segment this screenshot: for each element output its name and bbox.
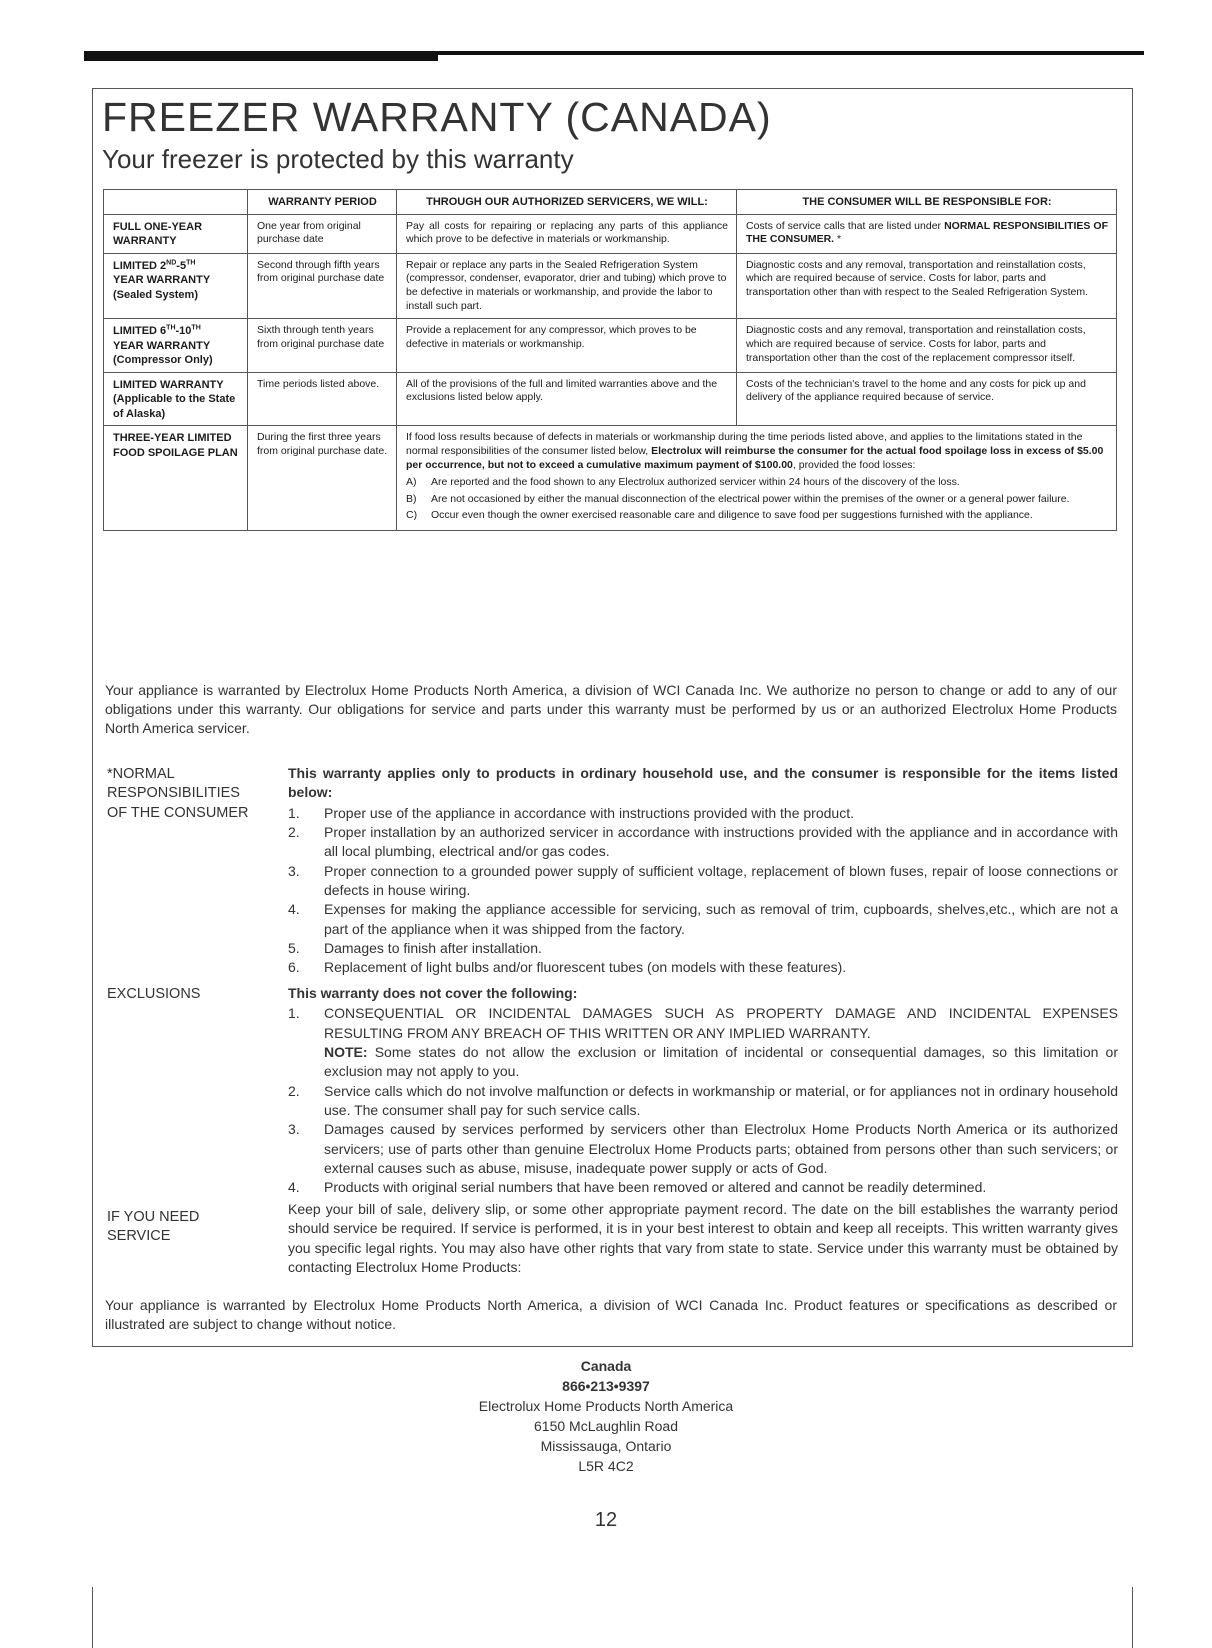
- table-row: [104, 214, 1117, 253]
- contact-phone: 866•213•9397: [562, 1378, 650, 1395]
- row-name-prefix: LIMITED 6: [113, 324, 167, 337]
- item-number: 6.: [288, 959, 300, 976]
- contact-company: Electrolux Home Products North America: [478, 1398, 734, 1415]
- food-spoilage-bold: Electrolux will reimburse the consumer for the actual food spoilage loss in excess of $5.00 per occurrence, but not to exceed a cumulative maximum payment of $100.00: [406, 444, 1104, 471]
- table-header-we-will: THROUGH OUR AUTHORIZED SERVICERS, WE WILL:: [397, 190, 737, 215]
- row-name: [104, 253, 248, 318]
- table-row: [104, 372, 1117, 426]
- item-number: 1.: [288, 804, 300, 821]
- exclusions-list: [288, 1004, 1118, 1197]
- row-name-mid: -10: [175, 324, 192, 337]
- row-consumer-prefix: Costs of service calls that are listed under: [746, 219, 945, 232]
- row-name: LIMITED WARRANTY (Applicable to the State of Alaska): [104, 372, 248, 426]
- item-number: 2.: [288, 1082, 300, 1099]
- table-header-row: [104, 190, 1117, 215]
- food-spoilage-terms: [397, 426, 1117, 531]
- item-number: 1.: [288, 1005, 300, 1022]
- condition-text: Are reported and the food shown to any Electrolux authorized servicer within 24 hours of the discovery of the loss.: [431, 475, 960, 488]
- contact-country: Canada: [580, 1358, 632, 1374]
- condition-key: B): [406, 492, 417, 505]
- list-item: [288, 1082, 1118, 1121]
- food-spoilage-intro: [406, 431, 1108, 473]
- row-name-rest: YEAR WARRANTY (Compressor Only): [113, 339, 213, 367]
- list-item: [406, 509, 1108, 523]
- row-we-will: Pay all costs for repairing or replacing any parts of this appliance which prove to be defective in materials or workmanship.: [397, 214, 737, 253]
- exclusions-lead: This warranty does not cover the following:: [288, 985, 578, 1001]
- list-item: [288, 1178, 1118, 1197]
- list-item: [288, 939, 1118, 958]
- list-item: [288, 804, 1118, 823]
- row-name: THREE-YEAR LIMITED FOOD SPOILAGE PLAN: [104, 426, 248, 531]
- row-name-mid: -5: [176, 259, 187, 272]
- label-line: SERVICE: [107, 1228, 171, 1245]
- label-line: *NORMAL: [107, 766, 175, 782]
- exclusions-label: EXCLUSIONS: [107, 986, 201, 1002]
- row-we-will: Provide a replacement for any compressor, which proves to be defective in materials or workmanship.: [397, 318, 737, 372]
- table-header-consumer: THE CONSUMER WILL BE RESPONSIBLE FOR:: [737, 190, 1117, 215]
- item-number: 4.: [288, 901, 300, 918]
- list-item: [406, 493, 1108, 507]
- item-number: 3.: [288, 862, 300, 879]
- condition-text: Are not occasioned by either the manual disconnection of the electrical power within the premises of the owner or a general power failure.: [431, 492, 1070, 505]
- row-name: [104, 318, 248, 372]
- page-number: 12: [594, 1509, 618, 1531]
- contact-city: Mississauga, Ontario: [540, 1438, 672, 1455]
- row-period: During the first three years from original purchase date.: [248, 426, 397, 531]
- list-item: [288, 823, 1118, 862]
- row-consumer: [737, 214, 1117, 253]
- frame-top-border: [92, 88, 1133, 89]
- list-item: [288, 900, 1118, 939]
- item-text: [324, 1004, 1118, 1081]
- condition-key: A): [406, 475, 417, 488]
- table-header-blank: [104, 190, 248, 215]
- service-text: Keep your bill of sale, delivery slip, or some other appropriate payment record. The date on the bill establishes the warranty period should service be required. If service is performed, it is in your best interest to obtain and keep all receipts. This written warranty gives you specific legal rights. You may also have other rights that vary from state to state. Service under this warranty must be obtained by contacting Electrolux Home Products:: [288, 1201, 1118, 1275]
- item-text: Proper connection to a grounded power supply of sufficient voltage, replacement of blown fuses, repair of loose connections or defects in house wiring.: [324, 862, 1118, 898]
- row-consumer-suffix: *: [834, 233, 842, 246]
- item-text: Proper installation by an authorized servicer in accordance with instructions provided with the appliance and in accordance with all local plumbing, electrical and/or gas codes.: [324, 823, 1118, 860]
- row-period: One year from original purchase date: [248, 214, 397, 253]
- top-rule-thick: [84, 51, 438, 61]
- label-line: RESPONSIBILITIES: [107, 785, 240, 802]
- normal-responsibilities-body: [288, 764, 1118, 977]
- exclusions-body: [288, 984, 1118, 1197]
- list-item: [288, 958, 1118, 977]
- item-number: 2.: [288, 823, 300, 840]
- exclusion-consequential: CONSEQUENTIAL OR INCIDENTAL DAMAGES SUCH AS PROPERTY DAMAGE AND INCIDENTAL EXPENSES RESULTING FROM ANY BREACH OF THIS WRITTEN OR ANY IMPLIED WARRANTY.: [324, 1005, 1118, 1041]
- condition-text: Occur even though the owner exercised reasonable care and diligence to save food per suggestions furnished with the appliance.: [431, 509, 1033, 522]
- normal-responsibilities-lead: This warranty applies only to products in ordinary household use, and the consumer is responsible for the items listed below:: [288, 765, 1118, 801]
- note-label: NOTE:: [324, 1043, 368, 1060]
- row-we-will: All of the provisions of the full and limited warranties above and the exclusions listed below apply.: [397, 372, 737, 426]
- row-period: Second through fifth years from original purchase date: [248, 253, 397, 318]
- row-name-prefix: LIMITED 2: [113, 259, 167, 272]
- table-header-period: WARRANTY PERIOD: [248, 190, 397, 215]
- item-text: Damages to finish after installation.: [324, 939, 542, 956]
- warranty-table: [103, 189, 1117, 531]
- item-text: Products with original serial numbers that have been removed or altered and cannot be readily determined.: [324, 1179, 987, 1196]
- row-consumer: Diagnostic costs and any removal, transportation and reinstallation costs, which are required because of service. Costs for labor, parts and transportation other than with respect to the Sealed Refrigeration System.: [737, 253, 1117, 318]
- row-consumer: Costs of the technician's travel to the home and any costs for pick up and delivery of the appliance required because of service.: [737, 372, 1117, 426]
- list-item: [288, 1120, 1118, 1178]
- item-text: Proper use of the appliance in accordance with instructions provided with the product.: [324, 804, 854, 821]
- normal-responsibilities-list: [288, 804, 1118, 978]
- food-spoilage-suffix: , provided the food losses:: [792, 458, 916, 471]
- item-number: 4.: [288, 1179, 300, 1196]
- row-consumer: Diagnostic costs and any removal, transportation and reinstallation costs, which are required because of service. Costs for labor, parts and transportation other than the cost of the replacement compressor itself.: [737, 318, 1117, 372]
- contact-street: 6150 McLaughlin Road: [534, 1418, 678, 1435]
- row-name-sup: TH: [166, 324, 176, 332]
- item-number: 5.: [288, 939, 300, 956]
- table-row: [104, 318, 1117, 372]
- row-name: FULL ONE-YEAR WARRANTY: [104, 214, 248, 253]
- label-line: OF THE CONSUMER: [107, 804, 249, 821]
- service-body: [288, 1200, 1118, 1277]
- row-period: Time periods listed above.: [248, 372, 397, 426]
- page-subtitle: Your freezer is protected by this warranty: [102, 144, 574, 174]
- contact-postal: L5R 4C2: [578, 1458, 634, 1475]
- condition-key: C): [406, 509, 418, 522]
- row-name-sup: TH: [191, 324, 201, 332]
- label-line: IF YOU NEED: [107, 1209, 200, 1225]
- page-title: FREEZER WARRANTY (CANADA): [102, 94, 772, 140]
- row-name-sup: TH: [186, 258, 196, 266]
- normal-responsibilities-label: [107, 765, 249, 823]
- item-text: Replacement of light bulbs and/or fluorescent tubes (on models with these features).: [324, 959, 847, 976]
- table-row: [104, 426, 1117, 531]
- row-we-will: Repair or replace any parts in the Sealed Refrigeration System (compressor, condenser, evaporator, drier and tubing) which prove to be defective in materials or workmanship, and provide the labor to install such part.: [397, 253, 737, 318]
- row-name-rest: YEAR WARRANTY (Sealed System): [113, 274, 210, 301]
- list-item: [288, 862, 1118, 901]
- contact-block: [400, 1356, 812, 1476]
- note-text: Some states do not allow the exclusion or limitation of incidental or consequential damages, so this limitation or exclusion may not apply to you.: [324, 1043, 1118, 1080]
- item-text: Service calls which do not involve malfunction or defects in workmanship or material, or for appliances not in ordinary household use. The consumer shall pay for such service calls.: [324, 1082, 1118, 1118]
- item-text: Expenses for making the appliance accessible for servicing, such as removal of trim, cupboards, shelves,etc., which are not a part of the appliance when it was shipped from the factory.: [324, 901, 1118, 937]
- item-text: Damages caused by services performed by servicers other than Electrolux Home Products North America or its authorized servicers; use of parts other than genuine Electrolux Home Products parts; obtained from persons other than such servicers; or external causes such as abuse, misuse, inadequate power supply or acts of God.: [324, 1121, 1118, 1176]
- list-item: [406, 476, 1108, 490]
- row-consumer-bold: NORMAL RESPONSIBILITIES OF THE CONSUMER.: [746, 219, 1108, 246]
- list-item: [288, 1004, 1118, 1081]
- intro-paragraph: Your appliance is warranted by Electrolux Home Products North America, a division of WCI Canada Inc. We authorize no person to change or add to any of our obligations under this warranty. Our obligations for service and parts under this warranty must be performed by us or an authorized Electrolux Home Products North America servicer.: [105, 682, 1117, 737]
- table-row: [104, 253, 1117, 318]
- closing-paragraph: Your appliance is warranted by Electrolux Home Products North America, a division of WCI Canada Inc. Product features or specifications as described or illustrated are subject to change without notice.: [105, 1297, 1117, 1333]
- row-name-sup: ND: [166, 258, 177, 266]
- service-label: [107, 1208, 199, 1247]
- food-spoilage-conditions: [406, 476, 1108, 524]
- item-number: 3.: [288, 1121, 300, 1138]
- row-period: Sixth through tenth years from original purchase date: [248, 318, 397, 372]
- food-spoilage-prefix: If food loss results because of defects in materials or workmanship during the time periods listed above, and applies to the limitations stated in the normal responsibilities of the consumer listed below,: [406, 431, 1083, 457]
